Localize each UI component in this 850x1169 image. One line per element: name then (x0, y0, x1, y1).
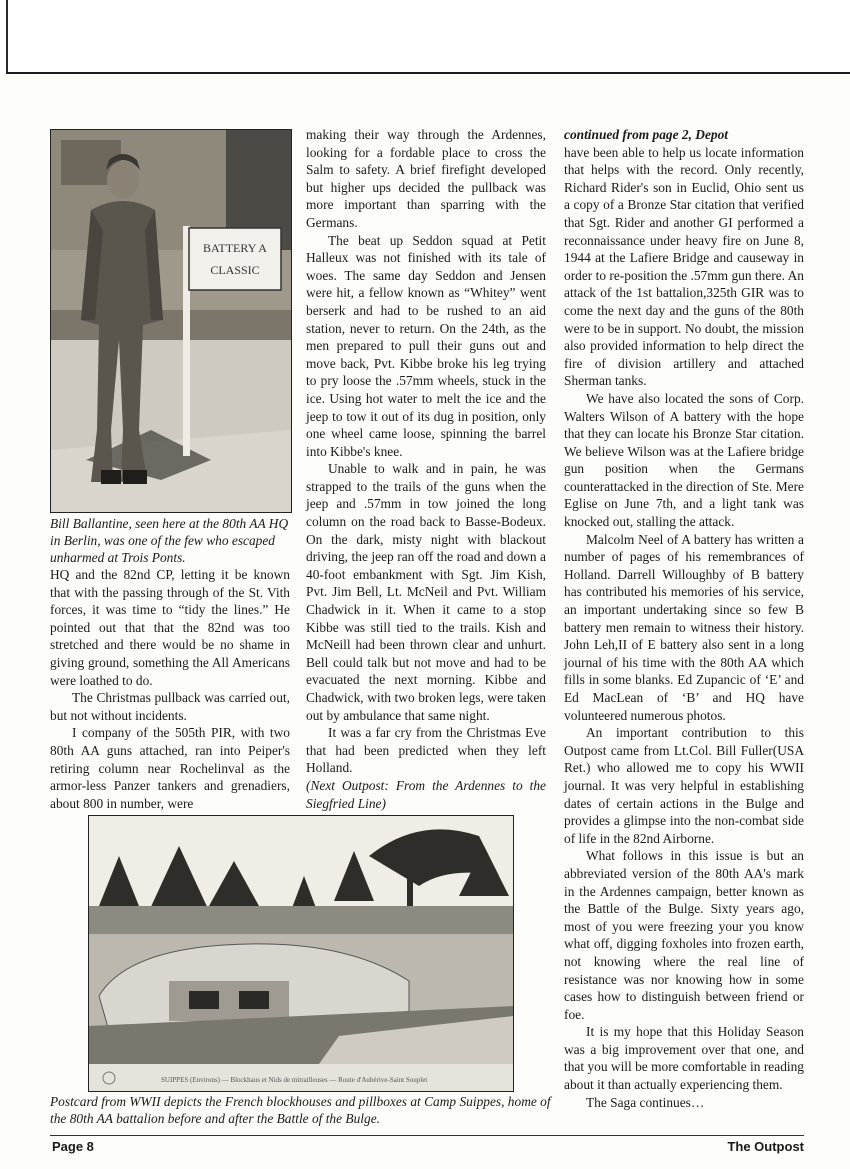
col3-paragraph-4: An important contribution to this Outpost came from Lt.Col. Bill Fuller(USA Ret.) who allowed me to copy his WWII journal. It was very helpful in establishing dates of certain actions in the Bulge and provides a glimpse into the non-combat side of life in the 82nd Airborne. (564, 725, 804, 846)
col2-paragraph-2: The beat up Seddon squad at Petit Halleux was not finished with its tale of woes. The same day Seddon and Jensen were hit, a fellow known as “Whitey” went berserk and had to be rushed to an aid station, never to return. On the 24th, as the men prepared to pull their guns out and move back, Pvt. Kibbe broke his leg trying to pry loose the .57mm wheels, stuck in the ice. Using hot water to melt the ice and the jeep to tow it out of its dug in position, only one wheel came loose, spinning the barrel into Kibbe's knee. (306, 232, 546, 459)
col3-paragraph-3: Malcolm Neel of A battery has written a number of pages of his remembrances of Holland. Darrell Willoughby of B battery has contributed his memories of his service, an important undertaking since so few B battery men remain to witness their history. John Leh,II of E battery also sent in a long journal of his time with the 80th AA which fills in some blanks. Ed Zupancic of ‘E’ and Ed MacLean of ‘B’ and HQ have volunteered numerous photos. (564, 531, 804, 723)
col3-paragraph-1: have been able to help us locate information that helps with the record. Only recently, Richard Rider's son in Euclid, Ohio sent us a copy of a Bronze Star citation that verified that Sgt. Rider and another GI performed a reconnaissance under heavy fire on June 8, 1944 at the Lafiere Bridge and causeway in order to re-position the .57mm gun there. An attack of the 1st battalion,325th GIR was to come the next day and the guns of the 80th were to be in support. No doubt, the mission also provided information to help direct the fire of division artillery and attached Sherman tanks. (564, 144, 804, 389)
col3-paragraph-7: The Saga continues… (586, 1094, 705, 1110)
soldier-photo (50, 129, 292, 513)
continued-from-heading: continued from page 2, Depot (564, 127, 729, 142)
page-top-rule (6, 72, 850, 74)
page-left-edge-line (6, 0, 8, 74)
next-outpost-note: (Next Outpost: From the Ardennes to the Siegfried Line) (306, 777, 546, 811)
publication-name: The Outpost (727, 1139, 804, 1154)
article-column-2 (306, 126, 546, 812)
page-top-edge (0, 0, 850, 74)
col3-paragraph-2: We have also located the sons of Corp. Walters Wilson of A battery with the hope that they can locate his Bronze Star citation. We believe Wilson was at the Lafiere bridge gun position when the Germans counterattacked in the direction of Ste. Mere Eglise on June 7th, and a light tank was knocked out, stalling the attack. (564, 390, 804, 530)
col3-paragraph-6: It is my hope that this Holiday Season was a big improvement over that one, and that you will be more comfortable in reading about it than actually experiencing them. (564, 1024, 804, 1093)
col2-paragraph-1: making their way through the Ardennes, looking for a fordable place to cross the Salm to safety. A brief firefight developed but higher ups decided the pullback was more important than sparring with the Germans. (306, 127, 546, 230)
col1-paragraph-2: The Christmas pullback was carried out, but not without incidents. (50, 690, 290, 723)
blockhouse-postcard (88, 815, 514, 1092)
postcard-printed-caption: SUIPPES (Environs) — Blockhaus et Nids de mitrailleuses — Route d'Aubérive-Saint Souplet (161, 1076, 428, 1084)
col1-paragraph-1: HQ and the 82nd CP, letting it be known that with the passing through of the St. Vith forces, it was time to “tidy the lines.” He pointed out that that the 82nd was too stretched and there would be no shame in giving ground, something the All Americans were loathed to do. (50, 567, 290, 688)
article-column-3 (564, 126, 804, 1111)
soldier-photo-caption: Bill Ballantine, seen here at the 80th AA HQ in Berlin, was one of the few who escaped unharmed at Trois Ponts. (50, 516, 289, 565)
postcard-caption: Postcard from WWII depicts the French blockhouses and pillboxes at Camp Suippes, home of the 80th AA battalion before and after the Battle of the Bulge. (50, 1094, 551, 1126)
col3-paragraph-5: What follows in this issue is but an abbreviated version of the 80th AA's mark in the Ardennes campaign, better known as the Battle of the Bulge. Sixty years ago, most of you were freezing your you know what off, digging foxholes into frozen earth, not knowing where the real line of resistance was nor knowing how in some cases how to distinguish between friend or foe. (564, 848, 804, 1022)
footer-rule (50, 1135, 804, 1136)
col2-paragraph-3: Unable to walk and in pain, he was strapped to the trails of the guns when the jeep and .57mm in tow joined the long column on the road back to Basse-Bodeux. On the dark, misty night with blackout driving, the jeep ran off the road and down a 40-foot embankment with Sgt. Jim Kish, Pvt. Jim Bell, Lt. McNeil and Pvt. William Chadwick in it. When it came to a stop Kibbe was still tied to the trails. Kish and McNeill had been thrown clear and unhurt. Bell could talk but not move and had to be evacuated the next morning. Kibbe and Chadwick, with two broken legs, were taken out by ambulance that same night. (306, 461, 546, 723)
col2-paragraph-4: It was a far cry from the Christmas Eve that had been predicted when they left Holland. (306, 725, 546, 776)
sign-text-line1: BATTERY A (203, 241, 267, 255)
page-number: Page 8 (52, 1139, 94, 1154)
blockhouse-postcard-illustration (89, 816, 513, 1091)
sign-text-line2: CLASSIC (210, 263, 260, 277)
article-column-1 (50, 566, 290, 812)
soldier-photo-illustration (51, 130, 291, 512)
col1-paragraph-3: I company of the 505th PIR, with two 80th AA guns attached, ran into Peiper's retiring column near Rochelinval as the armor-less Panzer tankers and grenadiers, about 800 in number, were (50, 725, 290, 811)
